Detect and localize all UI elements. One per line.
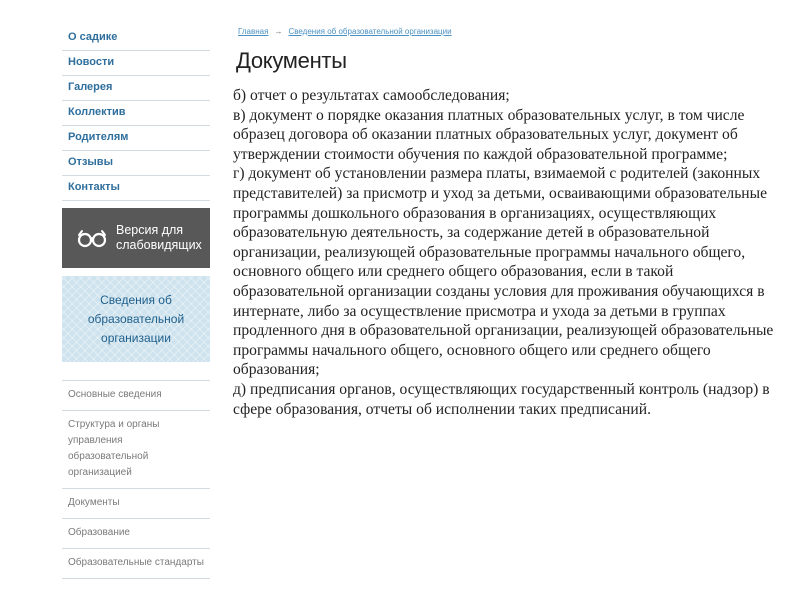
nav-item-news[interactable]: Новости: [62, 51, 210, 76]
nav-item-gallery[interactable]: Галерея: [62, 76, 210, 101]
low-vision-version-button[interactable]: [62, 208, 210, 268]
glasses-icon: [76, 228, 108, 248]
paragraph-v: в) документ о порядке оказания платных образовательных услуг, в том числе образец договора об оказании платных образовательных услуг, документ об утверждении стоимости обучения по каждой образовательной программе;: [233, 106, 745, 163]
org-info-label: Сведения об образовательной организации: [87, 292, 185, 345]
sidebar: [62, 26, 210, 201]
breadcrumb-home-link[interactable]: Главная: [238, 27, 269, 36]
paragraph-g: г) документ об установлении размера платы, взимаемой с родителей (законных представителей) за присмотр и уход за детьми, осваивающими образовательные программы дошкольного образования в организациях, осуществляющих образовательную деятельность, за содержание детей в образовательной организации, реализующей образовательные программы начального общего, основного общего или среднего общего образования, если в такой образовательной организации созданы условия для проживания обучающихся в интернате, либо за осуществление присмотра и ухода за детьми в группах продленного дня в образовательной организации, реализующей образовательные программы начального общего, основного общего или среднего общего образования;: [233, 165, 774, 379]
breadcrumb-current-link[interactable]: Сведения об образовательной организации: [288, 27, 452, 36]
subnav-item-structure[interactable]: Структура и органы управления образовательной организацией: [62, 411, 210, 489]
nav-item-parents[interactable]: Родителям: [62, 126, 210, 151]
breadcrumb: [238, 27, 452, 36]
subnav-item-standards[interactable]: Образовательные стандарты: [62, 549, 210, 579]
nav-item-contacts[interactable]: Контакты: [62, 176, 210, 201]
subnav-item-documents[interactable]: Документы: [62, 489, 210, 519]
subnav-item-basic-info[interactable]: Основные сведения: [62, 381, 210, 411]
org-info-subnav: [62, 380, 210, 579]
subnav-item-education[interactable]: Образование: [62, 519, 210, 549]
org-info-button[interactable]: [62, 276, 210, 362]
nav-item-staff[interactable]: Коллектив: [62, 101, 210, 126]
paragraph-d: д) предписания органов, осуществляющих государственный контроль (надзор) в сфере образования, отчеты об исполнении таких предписаний.: [233, 380, 770, 418]
nav-item-about[interactable]: О садике: [62, 26, 210, 51]
low-vision-version-label: Версия для слабовидящих: [116, 223, 202, 252]
breadcrumb-separator: →: [274, 27, 283, 36]
paragraph-b: б) отчет о результатах самообследования;: [233, 87, 510, 104]
document-text: [233, 86, 778, 419]
main-nav: [62, 26, 210, 201]
page-title: Документы: [236, 48, 347, 73]
nav-item-reviews[interactable]: Отзывы: [62, 151, 210, 176]
